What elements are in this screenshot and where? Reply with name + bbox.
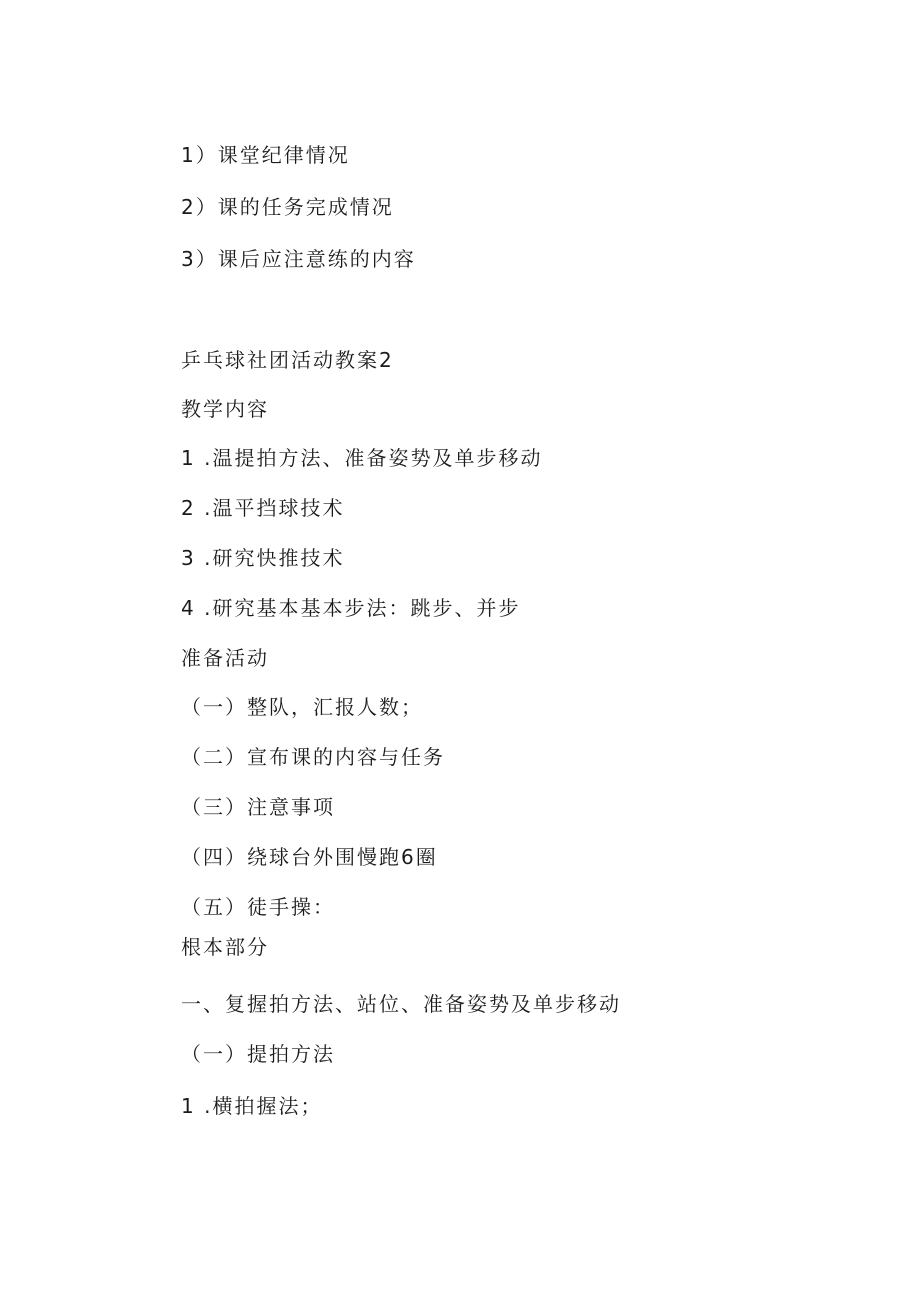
- section-title: 乒乓球社团活动教案2: [181, 348, 394, 372]
- content-item-1: 1 .温提拍方法、准备姿势及单步移动: [181, 446, 543, 470]
- heading-teaching-content: 教学内容: [181, 397, 269, 421]
- eval-item-3: 3）课后应注意练的内容: [181, 247, 416, 271]
- warmup-item-4: （四）绕球台外围慢跑6圈: [181, 845, 438, 869]
- warmup-item-1: （一）整队，汇报人数；: [181, 695, 423, 719]
- main-subitem-1: （一）提拍方法: [181, 1042, 335, 1066]
- main-subitem-1-1: 1 .横拍握法；: [181, 1094, 323, 1118]
- warmup-item-3: （三）注意事项: [181, 795, 335, 819]
- warmup-item-2: （二）宣布课的内容与任务: [181, 745, 445, 769]
- heading-main-part: 根本部分: [181, 935, 269, 959]
- eval-item-1: 1）课堂纪律情况: [181, 143, 350, 167]
- heading-warmup: 准备活动: [181, 646, 269, 670]
- content-item-2: 2 .温平挡球技术: [181, 496, 345, 520]
- warmup-item-5: （五）徒手操：: [181, 895, 335, 919]
- content-item-4: 4 .研究基本基本步法：跳步、并步: [181, 596, 521, 620]
- eval-item-2: 2）课的任务完成情况: [181, 195, 394, 219]
- main-item-1: 一、复握拍方法、站位、准备姿势及单步移动: [181, 992, 621, 1016]
- content-item-3: 3 .研究快推技术: [181, 546, 345, 570]
